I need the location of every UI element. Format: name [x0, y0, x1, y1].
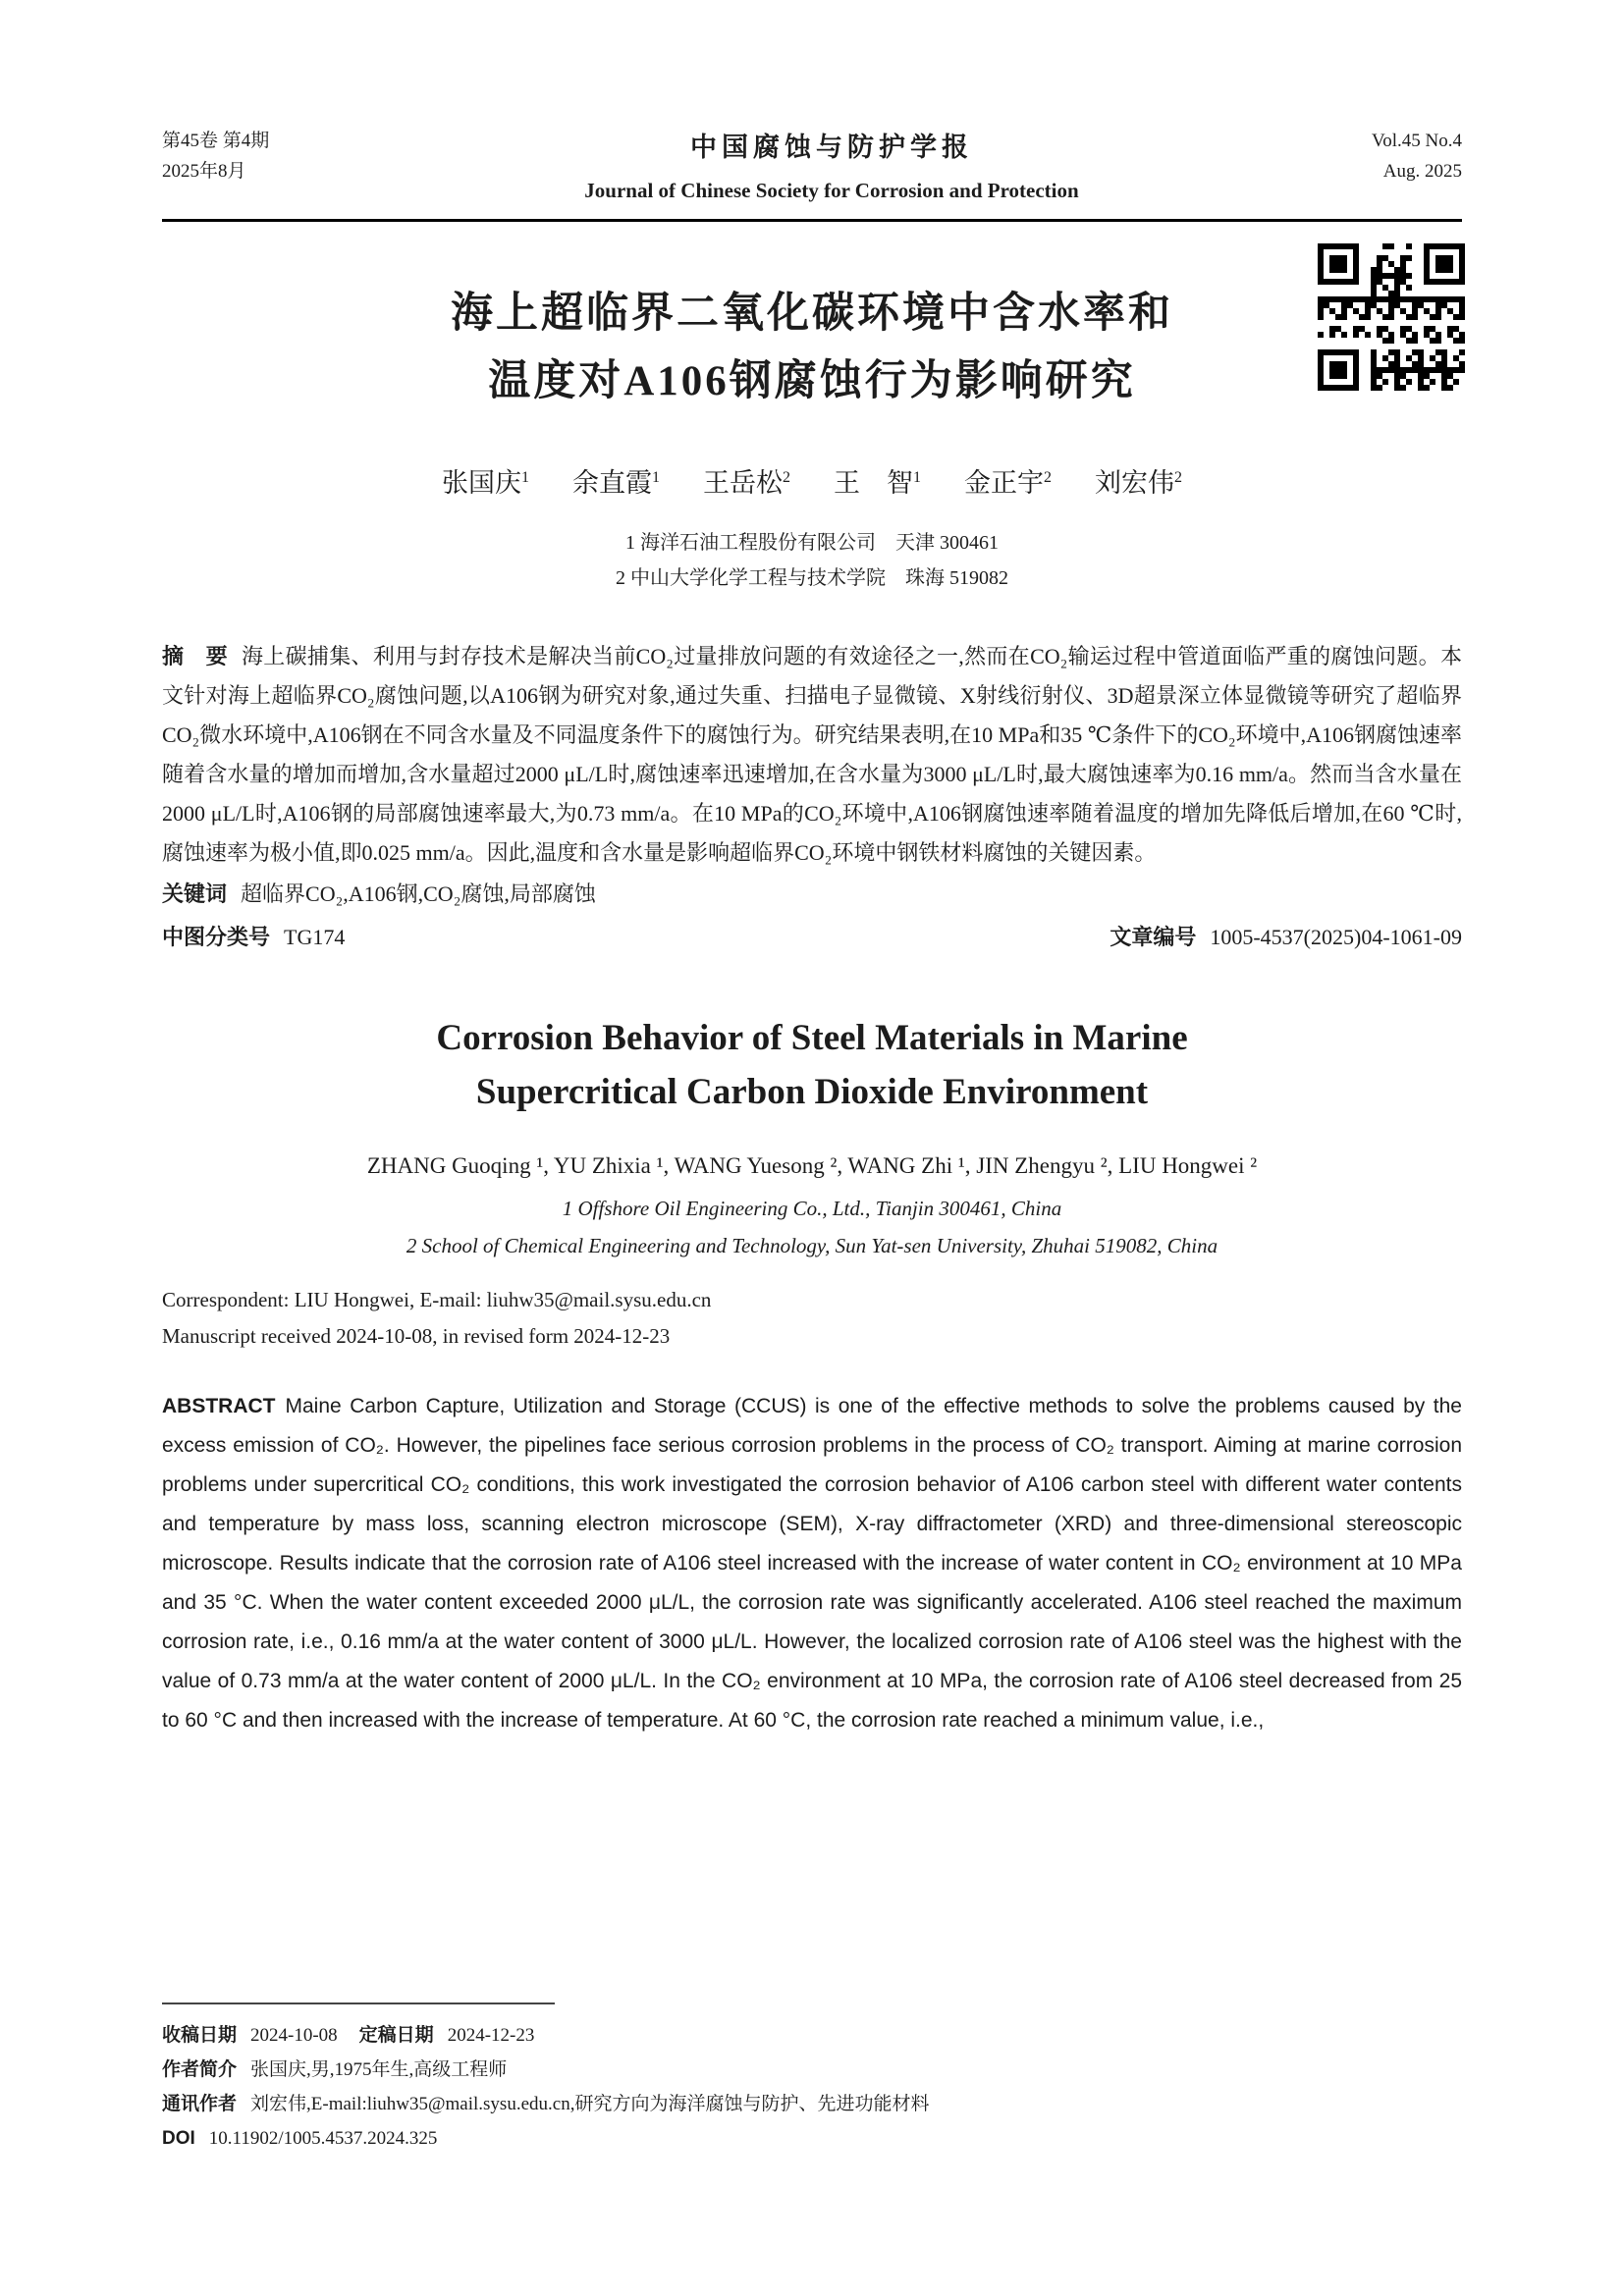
affiliation-cn-2: 2 中山大学化学工程与技术学院 珠海 519082: [616, 566, 1008, 589]
affiliation-en-2: 2 School of Chemical Engineering and Technology, Sun Yat-sen University, Zhuhai 519082, China: [406, 1233, 1218, 1257]
keywords-text-cn: 超临界CO₂,A106钢,CO₂腐蚀,局部腐蚀: [241, 881, 596, 906]
abstract-text-en: Maine Carbon Capture, Utilization and Storage (CCUS) is one of the effective methods to solve the problems caused by the excess emission of CO₂. However, the pipelines face serious corrosion problems in the process of CO₂ transport. Aiming at marine corrosion problems under supercritical CO₂ conditions, this work investigated the corrosion behavior of A106 carbon steel with different water contents and temperature by mass loss, scanning electron microscope (SEM), X-ray diffractometer (XRD) and three-dimensional stereoscopic microscope. Results indicate that the corrosion rate of A106 steel increased with the increase of water content in CO₂ environment at 10 MPa and 35 °C. When the water content exceeded 2000 μL/L, the corrosion rate was significantly accelerated. A106 steel reached the maximum corrosion rate, i.e., 0.16 mm/a at the water content of 3000 μL/L. However, the localized corrosion rate of A106 steel was the highest with the value of 0.73 mm/a at the water content of 2000 μL/L. In the CO₂ environment at 10 MPa, the corrosion rate of A106 steel decreased from 25 to 60 °C and then increased with the increase of temperature. At 60 °C, the corrosion rate reached a minimum value, i.e.,: [162, 1395, 1462, 1733]
footnote-doi: [162, 2121, 1462, 2156]
authors-cn: [162, 461, 1462, 500]
corr-label: 通讯作者: [162, 2094, 238, 2114]
article-number: [1110, 918, 1462, 957]
manuscript-line: Manuscript received 2024-10-08, in revised form 2024-12-23: [162, 1323, 671, 1348]
article-number-value: 1005-4537(2025)04-1061-09: [1210, 924, 1462, 949]
author-affiliation-sup: 2: [783, 468, 790, 486]
abstract-text-cn: 海上碳捕集、利用与封存技术是解决当前CO₂过量排放问题的有效途径之一,然而在CO₂输运过程中管道面临严重的腐蚀问题。本文针对海上超临界CO₂腐蚀问题,以A106钢为研究对象,通过失重、扫描电子显微镜、X射线衍射仪、3D超景深立体显微镜等研究了超临界CO₂微水环境中,A106钢在不同含水量及不同温度条件下的腐蚀行为。研究结果表明,在10 MPa和35 ℃条件下的CO₂环境中,A106钢腐蚀速率随着含水量的增加而增加,含水量超过2000 μL/L时,腐蚀速率迅速增加,在含水量为3000 μL/L时,最大腐蚀速率为0.16 mm/a。然而当含水量在2000 μL/L时,A106钢的局部腐蚀速率最大,为0.73 mm/a。在10 MPa的CO₂环境中,A106钢腐蚀速率随着温度的增加先降低后增加,在60 ℃时,腐蚀速率为极小值,即0.025 mm/a。因此,温度和含水量是影响超临界CO₂环境中钢铁材料腐蚀的关键因素。: [162, 643, 1462, 865]
affiliations-en: [162, 1191, 1462, 1265]
footnote-author-bio: [162, 2053, 1462, 2087]
author-name: 王岳松: [703, 467, 783, 498]
keywords-cn: [162, 875, 1462, 914]
author-name: 刘宏伟: [1095, 467, 1174, 498]
author-affiliation-sup: 2: [1044, 468, 1052, 486]
doi-value: 10.11902/1005.4537.2024.325: [208, 2128, 438, 2149]
author-affiliation-sup: 1: [652, 468, 660, 486]
volume-issue-en: Vol.45 No.4: [1371, 131, 1462, 151]
footnote-correspondent: [162, 2087, 1462, 2121]
author-affiliation-sup: 1: [521, 468, 529, 486]
issue-info-en: [1305, 126, 1462, 187]
affiliation-cn-1: 1 海洋石油工程股份有限公司 天津 300461: [625, 531, 999, 554]
volume-issue-cn: 第45卷 第4期: [162, 131, 270, 151]
author-cn: [834, 461, 921, 500]
title-en-line1: Corrosion Behavior of Steel Materials in Marine: [436, 1017, 1188, 1058]
affiliation-en-1: 1 Offshore Oil Engineering Co., Ltd., Tianjin 300461, China: [562, 1196, 1062, 1220]
keywords-label-cn: 关键词: [162, 881, 228, 906]
abstract-label-en: ABSTRACT: [162, 1395, 276, 1418]
footnotes: [162, 2002, 1462, 2156]
article-title-en: [162, 1011, 1462, 1120]
classification-row: [162, 918, 1462, 957]
journal-name-cn: 中国腐蚀与防护学报: [690, 133, 973, 162]
issue-date-en: Aug. 2025: [1382, 161, 1462, 183]
journal-name-block: [358, 126, 1305, 207]
issue-info-cn: [162, 126, 358, 187]
issue-date-cn: 2025年8月: [162, 161, 246, 183]
author-name: 王 智: [834, 467, 913, 498]
abstract-cn: [162, 637, 1462, 873]
bio-value: 张国庆,男,1975年生,高级工程师: [250, 2059, 508, 2080]
author-cn: [572, 461, 660, 500]
doi-label: DOI: [162, 2128, 195, 2149]
journal-name-en: Journal of Chinese Society for Corrosion and Protection: [584, 178, 1079, 202]
abstract-label-cn: 摘 要: [162, 643, 228, 668]
article-number-label: 文章编号: [1110, 924, 1197, 949]
title-cn-line2: 温度对A106钢腐蚀行为影响研究: [488, 357, 1136, 404]
authors-en: ZHANG Guoqing ¹, YU Zhixia ¹, WANG Yuesong ², WANG Zhi ¹, JIN Zhengyu ², LIU Hongwei ²: [366, 1152, 1258, 1178]
author-name: 余直霞: [572, 467, 652, 498]
correspondent-line: Correspondent: LIU Hongwei, E-mail: liuhw35@mail.sysu.edu.cn: [162, 1288, 712, 1312]
clc-label: 中图分类号: [162, 924, 271, 949]
author-name: 金正宇: [964, 467, 1044, 498]
title-cn-line1: 海上超临界二氧化碳环境中含水率和: [451, 291, 1173, 338]
received-value: 2024-10-08: [250, 2025, 338, 2046]
header-rule: [162, 219, 1462, 222]
footnote-dates: [162, 2018, 1462, 2053]
revised-value: 2024-12-23: [447, 2025, 535, 2046]
journal-header: [162, 126, 1462, 207]
author-affiliation-sup: 2: [1174, 468, 1182, 486]
title-en-line2: Supercritical Carbon Dioxide Environment: [475, 1072, 1149, 1113]
author-cn: [964, 461, 1052, 500]
revised-label: 定稿日期: [358, 2025, 434, 2046]
footnote-rule: [162, 2002, 555, 2004]
author-cn: [442, 461, 529, 500]
abstract-en: [162, 1387, 1462, 1740]
author-name: 张国庆: [442, 467, 521, 498]
article-title-cn: [162, 281, 1462, 416]
author-affiliation-sup: 1: [913, 468, 921, 486]
clc-value: TG174: [284, 924, 346, 949]
author-cn: [703, 461, 790, 500]
affiliations-cn: [162, 525, 1462, 596]
corr-value: 刘宏伟,E-mail:liuhw35@mail.sysu.edu.cn,研究方向为海洋腐蚀与防护、先进功能材料: [250, 2094, 930, 2114]
clc-number: [162, 918, 345, 957]
received-label: 收稿日期: [162, 2025, 238, 2046]
qr-code: [1318, 243, 1465, 391]
author-cn: [1095, 461, 1182, 500]
bio-label: 作者简介: [162, 2059, 238, 2080]
